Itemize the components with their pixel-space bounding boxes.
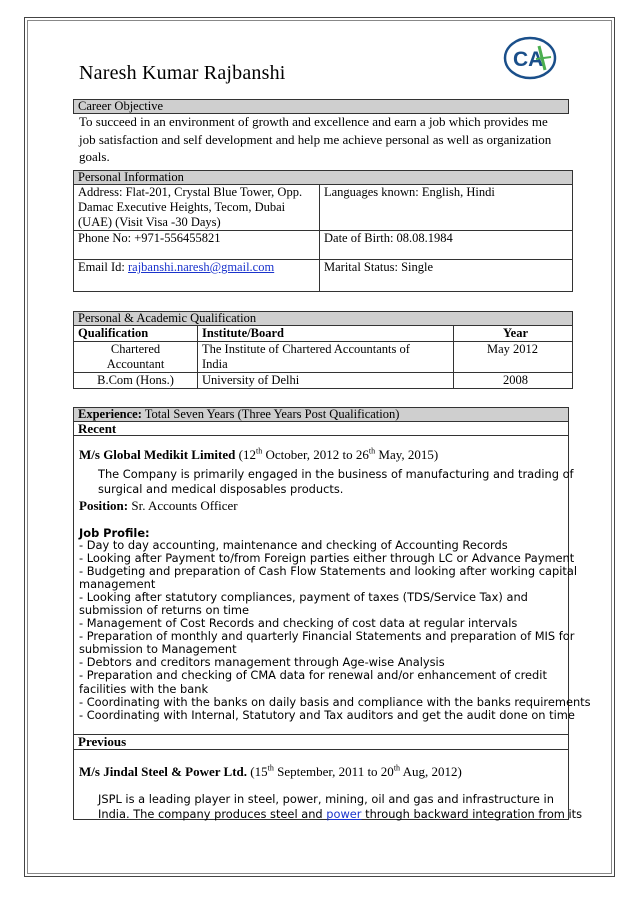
company2-block [73,750,583,821]
job-duty-line: - Coordinating with the banks on daily basis and compliance with the banks requirements [79,694,591,709]
dob-cell: Date of Birth: 08.08.1984 [320,231,573,260]
ca-logo-icon [503,36,558,80]
career-objective-text: To succeed in an environment of growth and excellence and earn a job which provides me job satisfaction and self development and help me achieve personal as well as organization goals. [79,114,552,164]
company1-position: Position: Sr. Accounts Officer [79,498,238,513]
job-duty-line: - Budgeting and preparation of Cash Flow Statements and looking after working capital [79,564,577,579]
col-qualification: Qualification [74,326,198,342]
languages-cell: Languages known: English, Hindi [320,185,573,231]
job-duty-line: management [79,577,156,592]
job-duty-line: - Coordinating with Internal, Statutory and Tax auditors and get the audit done on time [79,707,575,722]
job-duty-line: - Looking after Payment to/from Foreign parties either through LC or Advance Payment [79,551,575,566]
col-year: Year [454,326,573,342]
company1-block [73,435,591,735]
job-duty-line: - Management of Cost Records and checking of cost data at regular intervals [79,616,518,631]
power-link[interactable]: power [326,807,362,821]
personal-info-table [73,184,573,292]
previous-label: Previous [73,735,569,750]
marital-cell: Marital Status: Single [320,260,573,292]
address-cell: Address: Flat-201, Crystal Blue Tower, Opp. Damac Executive Heights, Tecom, Dubai (UAE) (Visit Visa -30 Days) [74,185,320,231]
qualification-table [73,325,573,389]
job-duty-line: - Preparation and checking of CMA data for renewal and/or enhancement of credit [79,668,547,683]
email-cell: Email Id: rajbanshi.naresh@gmail.com [74,260,320,292]
personal-info-heading: Personal Information [73,170,573,185]
company1-title: M/s Global Medikit Limited (12th October, 2012 to 26th May, 2015) [79,446,439,462]
institute-cell: The Institute of Chartered Accountants of India [198,342,454,373]
job-duty-line: - Day to day accounting, maintenance and checking of Accounting Records [79,538,508,552]
col-institute: Institute/Board [198,326,454,342]
email-link[interactable]: rajbanshi.naresh@gmail.com [128,260,275,274]
candidate-name: Naresh Kumar Rajbanshi [79,62,286,84]
job-duty-line: facilities with the bank [79,681,209,696]
job-duty-line: - Preparation of monthly and quarterly Financial Statements and preparation of MIS for [79,629,575,644]
job-duties-list [79,538,591,722]
company1-description: The Company is primarily engaged in the business of manufacturing and trading of surgical and medical disposables products. [98,467,574,496]
qualification-cell: Chartered Accountant [74,342,198,373]
phone-cell: Phone No: +971-556455821 [74,231,320,260]
job-duty-line: - Debtors and creditors management through Age-wise Analysis [79,655,445,670]
career-objective-heading: Career Objective [73,99,569,114]
company2-title: M/s Jindal Steel & Power Ltd. (15th September, 2011 to 20th Aug, 2012) [79,763,462,779]
year-cell: 2008 [454,373,573,389]
job-duty-line: submission to Management [79,642,237,657]
job-profile-label: Job Profile: [79,526,150,540]
qualification-heading: Personal & Academic Qualification [73,311,573,326]
job-duty-line: submission of returns on time [79,603,250,618]
institute-cell: University of Delhi [198,373,454,389]
recent-label: Recent [73,421,569,436]
year-cell: May 2012 [454,342,573,373]
logo-text: CA [513,48,544,71]
job-duty-line: - Looking after statutory compliances, payment of taxes (TDS/Service Tax) and [79,590,528,605]
qualification-cell: B.Com (Hons.) [74,373,198,389]
experience-heading: Experience: Total Seven Years (Three Years Post Qualification) [73,407,569,422]
company2-description: JSPL is a leading player in steel, power, mining, oil and gas and infrastructure in India. The company produces steel and power through backward integration from its [98,792,583,821]
